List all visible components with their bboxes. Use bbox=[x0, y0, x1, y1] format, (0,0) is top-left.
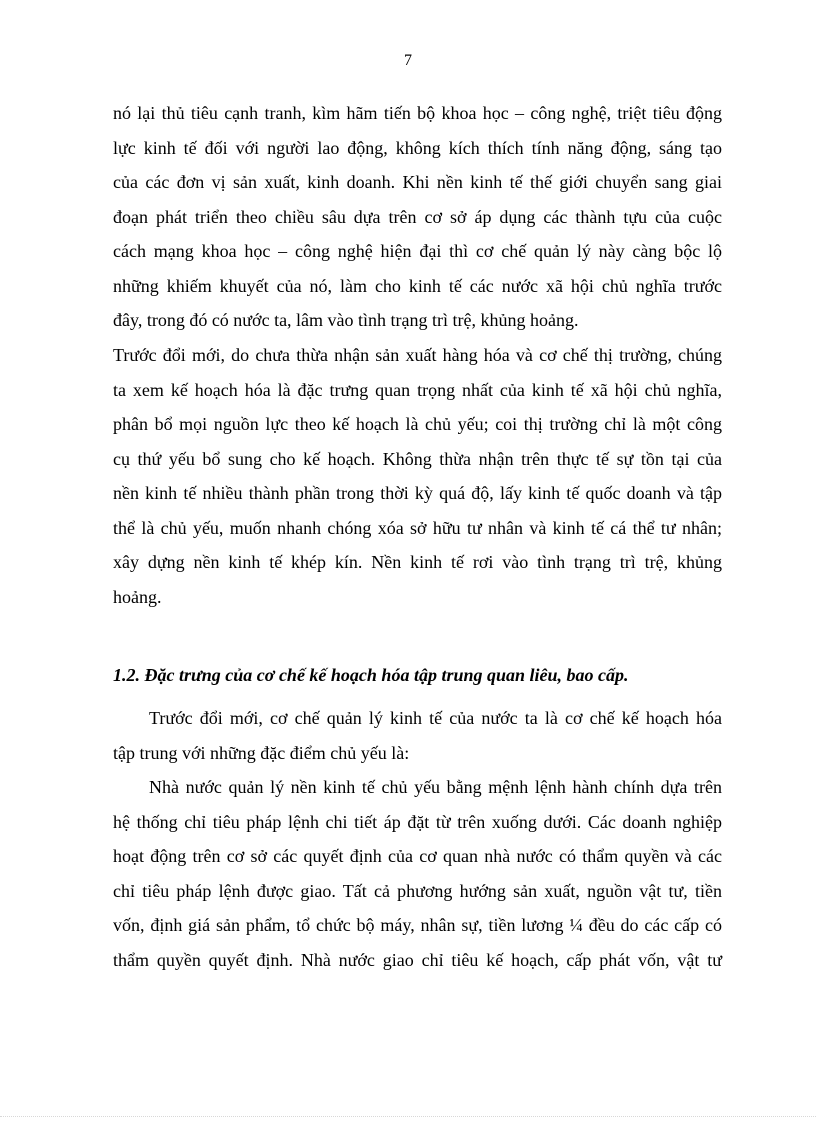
text-line: Nhà nước quản lý nền kinh tế chủ yếu bằng mệnh lệnh hành chính dựa trên bbox=[149, 777, 722, 797]
text-line: lực kinh tế đối với người lao động, không kích thích tính năng động, sáng tạo bbox=[113, 137, 722, 158]
text-line: thể là chủ yếu, muốn nhanh chóng xóa sở hữu tư nhân và kinh tế cá thể tư nhân; bbox=[113, 517, 722, 538]
text-line: đoạn phát triển theo chiều sâu dựa trên cơ sở áp dụng các thành tựu của cuộc bbox=[113, 206, 722, 227]
text-line: nền kinh tế nhiều thành phần trong thời kỳ quá độ, lấy kinh tế quốc doanh và tập bbox=[113, 483, 722, 503]
text-line: của các đơn vị sản xuất, kinh doanh. Khi nền kinh tế thế giới chuyển sang giai bbox=[113, 172, 722, 192]
text-line: chỉ tiêu pháp lệnh được giao. Tất cả phương hướng sản xuất, nguồn vật tư, tiền bbox=[113, 880, 722, 901]
section-heading: 1.2. Đặc trưng của cơ chế kế hoạch hóa tập trung quan liêu, bao cấp. bbox=[113, 665, 629, 685]
text-line: thẩm quyền quyết định. Nhà nước giao chỉ tiêu kế hoạch, cấp phát vốn, vật tư bbox=[113, 949, 722, 970]
paragraph-2 bbox=[113, 338, 722, 614]
text-line: hoảng. bbox=[113, 586, 162, 607]
text-line: hoạt động trên cơ sở các quyết định của cơ quan nhà nước có thẩm quyền và các bbox=[113, 846, 722, 866]
text-line: Trước đổi mới, cơ chế quản lý kinh tế của nước ta là cơ chế kế hoạch hóa bbox=[149, 708, 722, 728]
text-line: đây, trong đó có nước ta, lâm vào tình trạng trì trệ, khủng hoảng. bbox=[113, 310, 579, 330]
text-line: phân bổ mọi nguồn lực theo kế hoạch là chủ yếu; coi thị trường chỉ là một công bbox=[113, 414, 722, 434]
paragraph-1 bbox=[113, 96, 722, 338]
text-line: xây dựng nền kinh tế khép kín. Nền kinh tế rơi vào tình trạng trì trệ, khủng bbox=[113, 552, 722, 572]
text-line: những khiếm khuyết của nó, làm cho kinh tế các nước xã hội chủ nghĩa trước bbox=[113, 275, 722, 296]
text-line: hệ thống chỉ tiêu pháp lệnh chi tiết áp đặt từ trên xuống dưới. Các doanh nghiệp bbox=[113, 811, 722, 832]
text-line: tập trung với những đặc điểm chủ yếu là: bbox=[113, 742, 410, 763]
text-line: vốn, định giá sản phẩm, tổ chức bộ máy, nhân sự, tiền lương ¼ đều do các cấp có bbox=[113, 915, 722, 935]
text-line: cụ thứ yếu bổ sung cho kế hoạch. Không thừa nhận trên thực tế sự tồn tại của bbox=[113, 448, 722, 469]
paragraph-4 bbox=[113, 770, 722, 977]
paragraph-3 bbox=[113, 701, 722, 770]
text-line: Trước đổi mới, do chưa thừa nhận sản xuất hàng hóa và cơ chế thị trường, chúng bbox=[113, 345, 722, 365]
page-number: 7 bbox=[404, 52, 412, 69]
text-line: ta xem kế hoạch hóa là đặc trưng quan trọng nhất của kinh tế xã hội chủ nghĩa, bbox=[113, 379, 722, 400]
text-line: nó lại thủ tiêu cạnh tranh, kìm hãm tiến bộ khoa học – công nghệ, triệt tiêu động bbox=[113, 103, 722, 123]
page-bottom-divider bbox=[0, 1116, 816, 1117]
text-line: cách mạng khoa học – công nghệ hiện đại thì cơ chế quản lý này càng bộc lộ bbox=[113, 241, 722, 261]
